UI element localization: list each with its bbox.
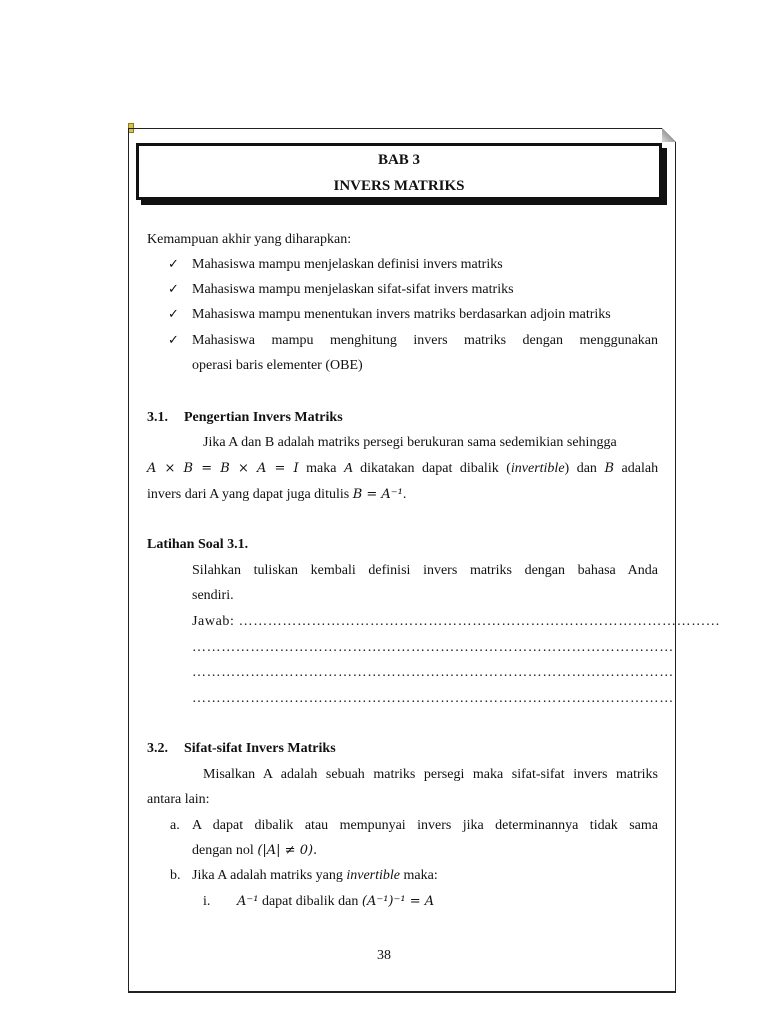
section-number: 3.2. xyxy=(147,741,168,756)
exercise-line-2: sendiri. xyxy=(192,588,234,603)
item-a-line-2: dengan nol (|A| ≠ 0). xyxy=(192,843,318,858)
item-i-label: i. xyxy=(203,894,211,909)
item-b-line: Jika A adalah matriks yang invertible maka: xyxy=(192,868,438,883)
chapter-label: BAB 3 xyxy=(377,152,421,168)
checkmark-icon: ✓ xyxy=(168,307,179,322)
section-title: Pengertian Invers Matriks xyxy=(184,410,343,425)
section-number: 3.1. xyxy=(147,410,168,425)
objectives-intro: Kemampuan akhir yang diharapkan: xyxy=(147,232,352,247)
properties-intro-2: antara lain: xyxy=(147,792,210,807)
answer-line: Jawab: ……………………………………………………………………………………… xyxy=(192,614,721,629)
section-title: Sifat-sifat Invers Matriks xyxy=(184,741,336,756)
item-i-line: A⁻¹ dapat dibalik dan (A⁻¹)⁻¹ = A xyxy=(237,894,435,909)
item-b-label: b. xyxy=(170,868,181,883)
chapter-title: INVERS MATRIKS xyxy=(333,178,465,194)
item-a-line-1: A dapat dibalik atau mempunyai invers jika determinannya tidak sama xyxy=(192,818,658,833)
properties-intro-1: Misalkan A adalah sebuah matriks persegi maka sifat-sifat invers matriks xyxy=(203,767,658,782)
definition-line-1: Jika A dan B adalah matriks persegi berukuran sama sedemikian sehingga xyxy=(203,435,617,450)
item-a-label: a. xyxy=(170,818,180,833)
answer-dotted-line: ……………………………………………………………………………………… xyxy=(192,640,674,655)
checkmark-icon: ✓ xyxy=(168,257,179,272)
answer-label: Jawab: xyxy=(192,614,235,629)
definition-line-2: A × B = B × A = I maka A dikatakan dapat dibalik (invertible) dan B adalah xyxy=(147,461,659,476)
exercise-line-1: Silahkan tuliskan kembali definisi invers matriks dengan bahasa Anda xyxy=(192,563,658,578)
checkmark-icon: ✓ xyxy=(168,333,179,348)
definition-line-3: invers dari A yang dapat juga ditulis B = A⁻¹. xyxy=(147,487,407,502)
checkmark-icon: ✓ xyxy=(168,282,179,297)
section-heading-3-2 xyxy=(147,737,336,761)
answer-dotted-line: ……………………………………………………………………………………… xyxy=(192,665,674,680)
page-number: 38 xyxy=(377,948,391,963)
section-heading-3-1 xyxy=(147,406,343,430)
exercise-title: Latihan Soal 3.1. xyxy=(147,537,249,552)
chapter-title-box xyxy=(136,143,662,200)
bottom-rule xyxy=(128,992,676,993)
answer-dotted-line: ……………………………………………………………………………………… xyxy=(192,691,674,706)
